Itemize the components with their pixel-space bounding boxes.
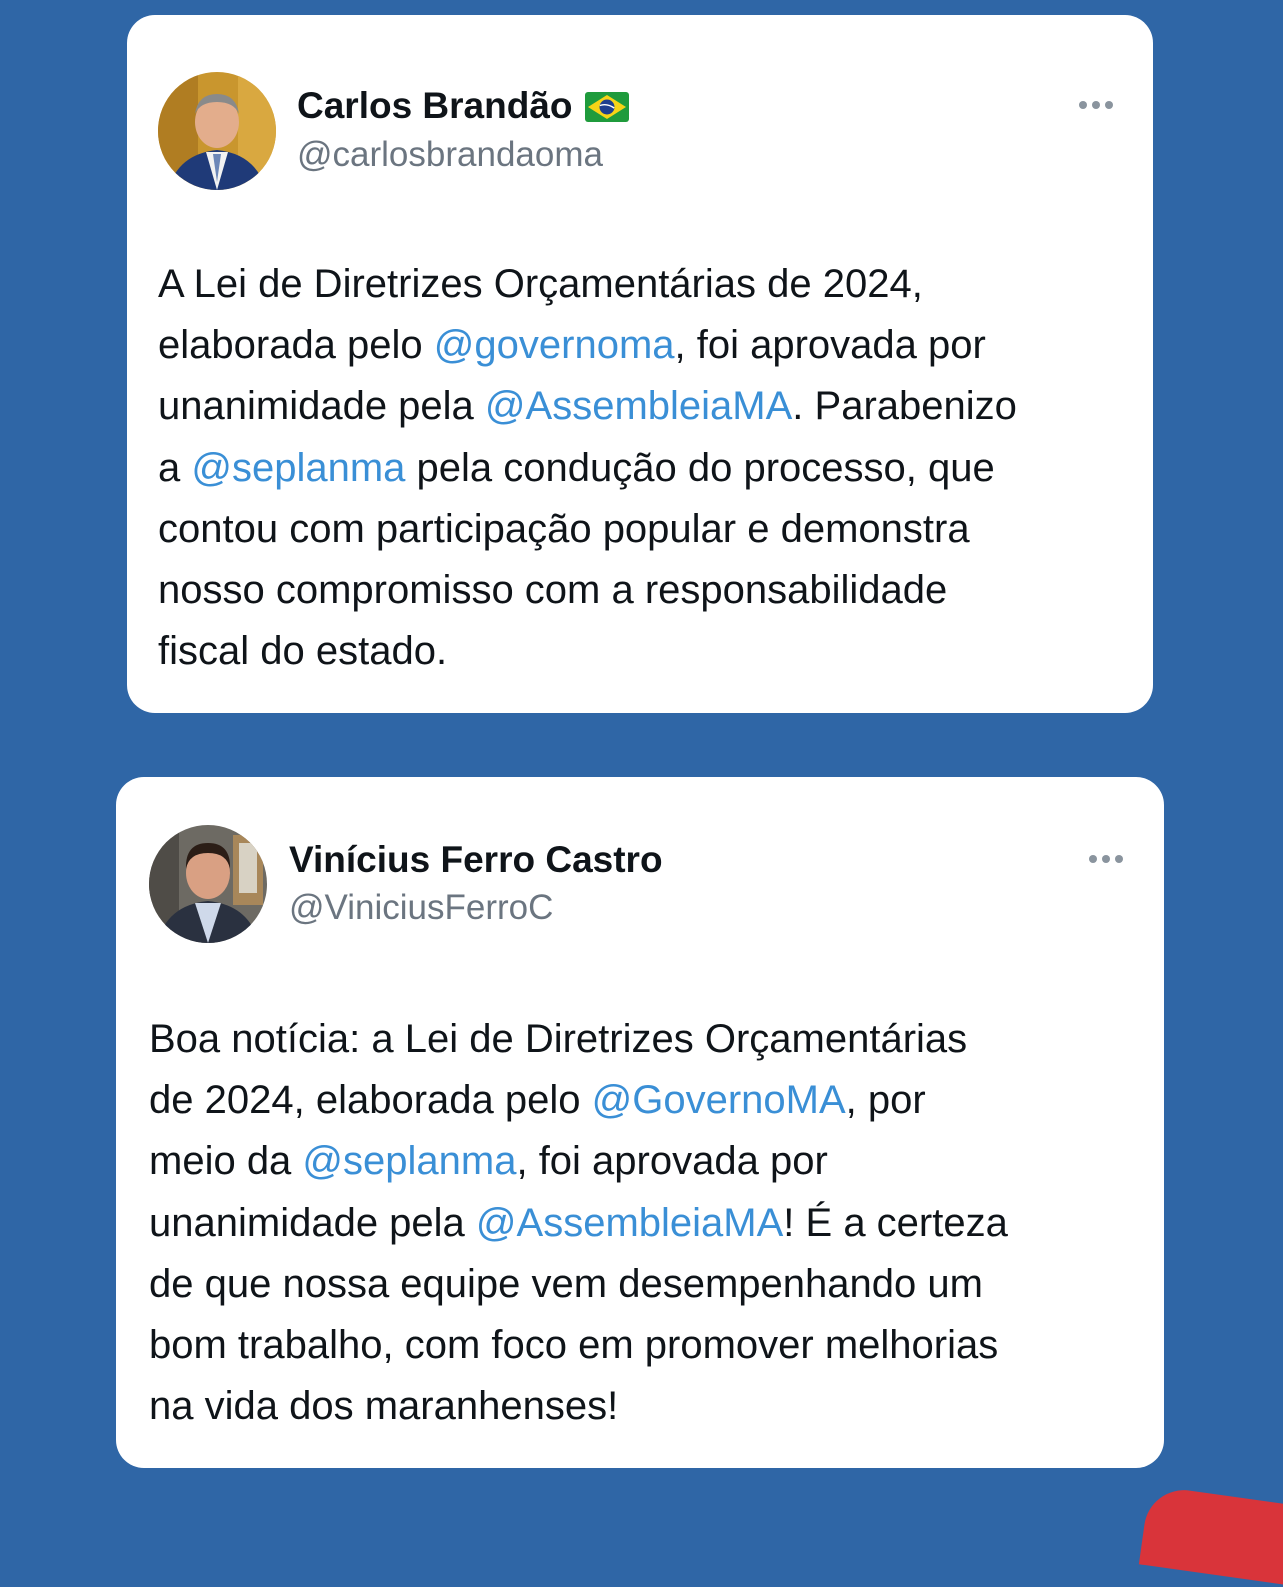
tweet-line	[149, 1070, 1149, 1131]
tweet-line	[149, 1376, 1149, 1437]
tweet-line	[158, 621, 1143, 682]
tweet-line	[158, 438, 1143, 499]
avatar-image	[149, 825, 267, 943]
author-name[interactable]: Vinícius Ferro Castro	[289, 839, 663, 880]
text-segment: . Parabenizo	[792, 384, 1017, 429]
tweet-line	[149, 1009, 1149, 1070]
tweet-line	[149, 1193, 1149, 1254]
text-segment: de 2024, elaborada pelo	[149, 1078, 592, 1123]
text-segment: unanimidade pela	[149, 1200, 476, 1245]
tweet-text	[149, 1009, 1149, 1437]
tweet-line	[149, 1254, 1149, 1315]
author-name[interactable]: Carlos Brandão	[297, 84, 629, 128]
text-segment: nosso compromisso com a responsabilidade	[158, 568, 948, 613]
mention-link[interactable]: @GovernoMA	[591, 1078, 846, 1123]
tweet-line	[149, 1315, 1149, 1376]
more-horizontal-icon[interactable]	[1089, 855, 1123, 863]
tweet-line	[158, 560, 1143, 621]
author-handle[interactable]: @ViniciusFerroC	[289, 888, 554, 927]
text-segment: a	[158, 445, 192, 490]
text-segment: , foi aprovada por	[674, 323, 986, 368]
text-segment: de que nossa equipe vem desempenhando um	[149, 1261, 983, 1306]
text-segment: bom trabalho, com foco em promover melhorias	[149, 1323, 999, 1368]
text-segment: Boa notícia: a Lei de Diretrizes Orçamentárias	[149, 1017, 968, 1061]
text-segment: elaborada pelo	[158, 323, 434, 368]
avatar[interactable]	[158, 72, 276, 190]
tweet-line	[149, 1131, 1149, 1192]
text-segment: fiscal do estado.	[158, 629, 448, 674]
tweet-line	[158, 499, 1143, 560]
avatar[interactable]	[149, 825, 267, 943]
avatar-image	[158, 72, 276, 190]
brazil-flag-icon	[585, 92, 629, 122]
mention-link[interactable]: @seplanma	[191, 445, 406, 490]
tweet-card-vinicius	[116, 777, 1164, 1468]
more-horizontal-icon[interactable]	[1079, 101, 1113, 109]
text-segment: unanimidade pela	[158, 384, 485, 429]
mention-link[interactable]: @governoma	[433, 323, 675, 368]
text-segment: contou com participação popular e demonstra	[158, 506, 970, 551]
tweet-line	[158, 315, 1143, 376]
tweet-text	[158, 254, 1143, 682]
text-segment: A Lei de Diretrizes Orçamentárias de 2024,	[158, 262, 923, 306]
text-segment: pela condução do processo, que	[405, 445, 995, 490]
tweet-line	[158, 376, 1143, 437]
mention-link[interactable]: @seplanma	[302, 1139, 517, 1184]
mention-link[interactable]: @AssembleiaMA	[475, 1200, 784, 1245]
text-segment: ! É a certeza	[783, 1200, 1008, 1245]
decorative-corner-shape	[1139, 1485, 1283, 1586]
mention-link[interactable]: @AssembleiaMA	[484, 384, 793, 429]
text-segment: meio da	[149, 1139, 303, 1184]
tweet-card-carlos	[127, 15, 1153, 713]
text-segment: , foi aprovada por	[516, 1139, 828, 1184]
tweet-line	[158, 254, 1143, 315]
text-segment: na vida dos maranhenses!	[149, 1384, 619, 1429]
text-segment: , por	[845, 1078, 926, 1123]
author-handle[interactable]: @carlosbrandaoma	[297, 135, 603, 174]
